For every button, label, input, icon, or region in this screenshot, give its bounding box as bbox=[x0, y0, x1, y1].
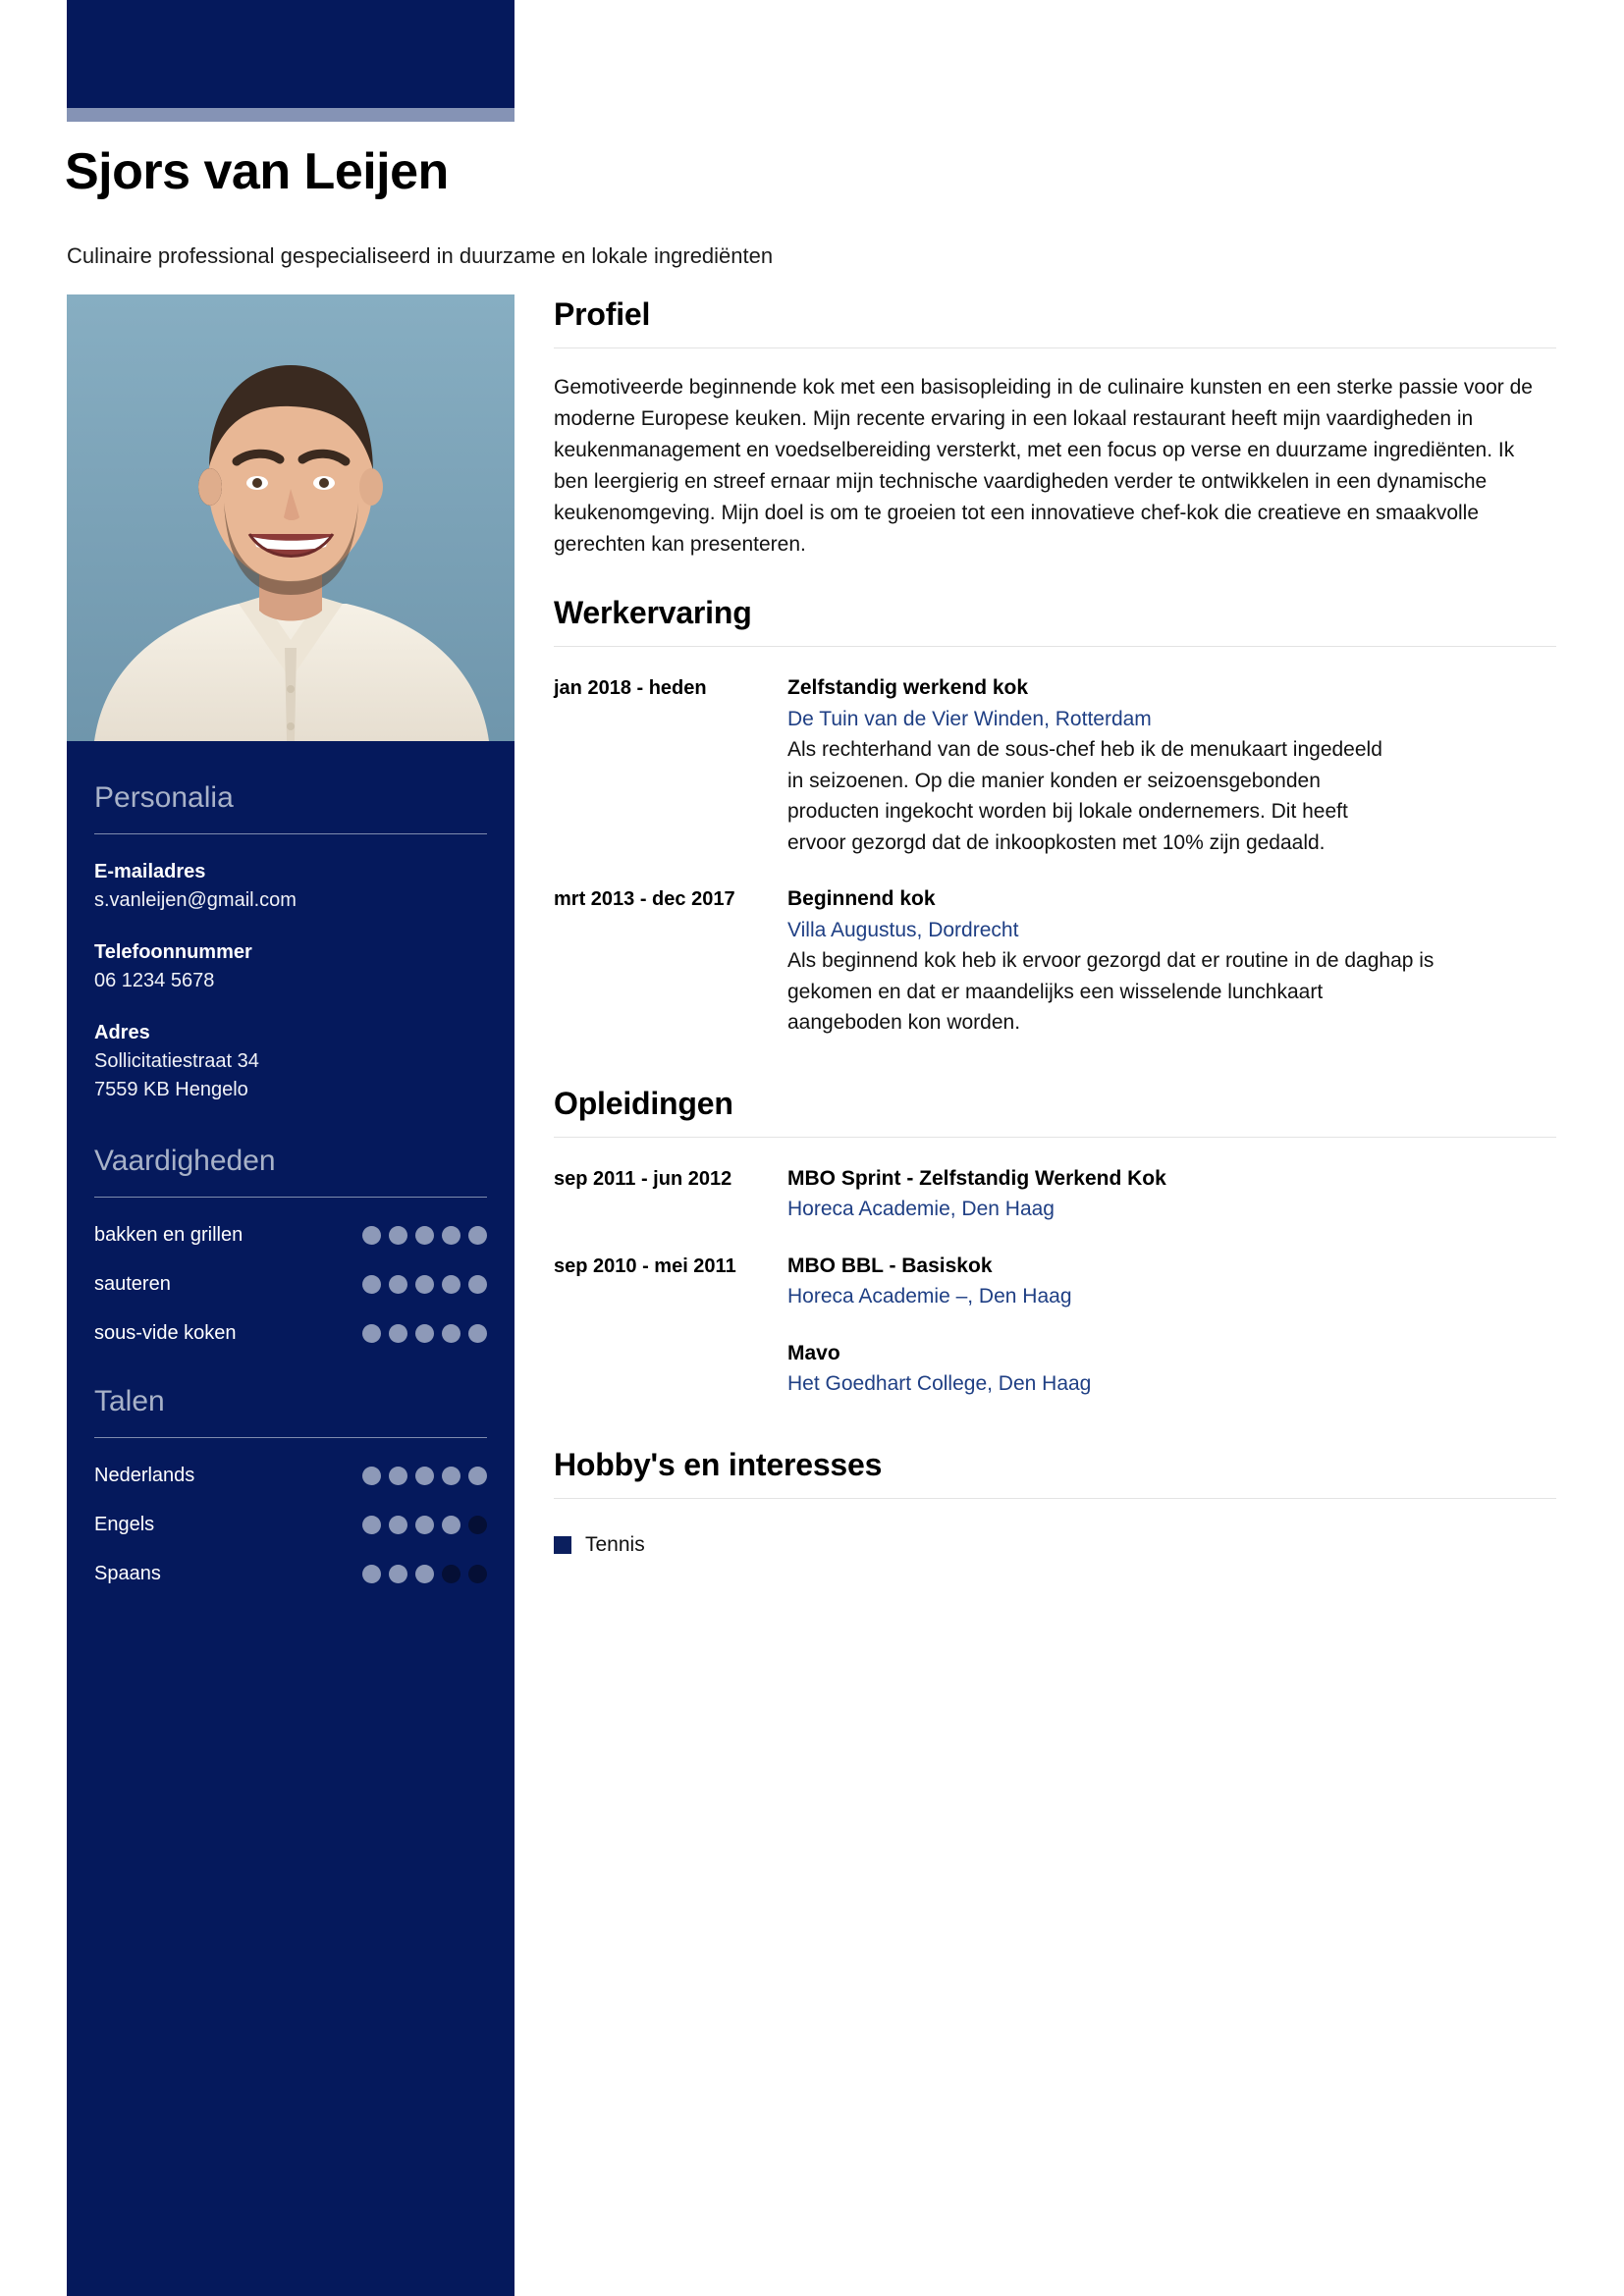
section-experience bbox=[554, 593, 1556, 1039]
experience-entry bbox=[554, 883, 1556, 1039]
entry-date: jan 2018 - heden bbox=[554, 677, 707, 700]
entry-organisation: De Tuin van de Vier Winden, Rotterdam bbox=[787, 707, 1152, 730]
skill-row bbox=[94, 1272, 487, 1296]
spacer bbox=[554, 1408, 1556, 1445]
section-heading: Hobby's en interesses bbox=[554, 1446, 883, 1482]
sidebar-divider bbox=[94, 1437, 487, 1438]
education-entry bbox=[554, 1251, 1556, 1312]
entry-title: Beginnend kok bbox=[787, 887, 936, 911]
skill-label: sauteren bbox=[94, 1272, 171, 1295]
square-bullet-icon bbox=[554, 1536, 571, 1554]
entry-description: Als beginnend kok heb ik ervoor gezorgd dat er routine in de daghap is gekomen en dat er maandelijks een wisselende lunchkaart aangeboden kon worden. bbox=[787, 949, 1435, 1035]
experience-entry bbox=[554, 672, 1556, 858]
contact-field-address bbox=[94, 1019, 487, 1104]
rating-dot-filled bbox=[362, 1226, 381, 1245]
rating-dot-filled bbox=[468, 1324, 487, 1343]
entry-description: Als rechterhand van de sous-chef heb ik de menukaart ingedeeld in seizoenen. Op die manier konden er seizoensgebonden producten ingekocht worden bij lokale ondernemers. Dit heeft ervoor gezorgd dat de inkoopkosten met 10% zijn gedaald. bbox=[787, 738, 1382, 854]
sidebar-section-personalia bbox=[94, 741, 487, 1104]
entry-organisation: Horeca Academie, Den Haag bbox=[787, 1198, 1055, 1221]
language-rating-dots bbox=[362, 1565, 487, 1583]
rating-dot-filled bbox=[415, 1275, 434, 1294]
entry-organisation: Horeca Academie –, Den Haag bbox=[787, 1285, 1072, 1308]
portrait-photo-illustration bbox=[67, 294, 514, 741]
language-label: Spaans bbox=[94, 1562, 161, 1584]
contact-value[interactable]: 06 1234 5678 bbox=[94, 970, 215, 991]
skill-row bbox=[94, 1321, 487, 1345]
skill-label: bakken en grillen bbox=[94, 1223, 244, 1246]
header-decor-accent bbox=[67, 108, 514, 122]
rating-dot-filled bbox=[362, 1275, 381, 1294]
header-tagline: Culinaire professional gespecialiseerd in duurzame en lokale ingrediënten bbox=[67, 243, 774, 268]
rating-dot-filled bbox=[468, 1467, 487, 1485]
rating-dot-empty bbox=[468, 1565, 487, 1583]
rating-dot-empty bbox=[468, 1516, 487, 1534]
rating-dot-filled bbox=[442, 1467, 460, 1485]
rating-dot-filled bbox=[389, 1226, 407, 1245]
rating-dot-filled bbox=[415, 1565, 434, 1583]
contact-value-city: 7559 KB Hengelo bbox=[94, 1079, 248, 1100]
language-row bbox=[94, 1464, 487, 1487]
entry-organisation: Het Goedhart College, Den Haag bbox=[787, 1372, 1092, 1396]
language-row bbox=[94, 1562, 487, 1585]
hobby-item bbox=[554, 1530, 1556, 1559]
entry-title: MBO Sprint - Zelfstandig Werkend Kok bbox=[787, 1166, 1166, 1190]
contact-label: Telefoonnummer bbox=[94, 941, 252, 963]
entry-title: MBO BBL - Basiskok bbox=[787, 1254, 993, 1277]
rating-dot-filled bbox=[442, 1275, 460, 1294]
section-profile bbox=[554, 294, 1556, 560]
rating-dot-filled bbox=[362, 1324, 381, 1343]
rating-dot-filled bbox=[442, 1516, 460, 1534]
contact-label: E-mailadres bbox=[94, 861, 206, 882]
page-title: Sjors van Leijen bbox=[65, 143, 449, 200]
main-content bbox=[554, 294, 1556, 1567]
rating-dot-filled bbox=[415, 1516, 434, 1534]
skill-rating-dots bbox=[362, 1226, 487, 1245]
sidebar-section-languages bbox=[94, 1345, 487, 1585]
section-divider bbox=[554, 347, 1556, 348]
language-label: Nederlands bbox=[94, 1464, 195, 1486]
language-rating-dots bbox=[362, 1467, 487, 1485]
sidebar-section-title: Talen bbox=[94, 1385, 165, 1417]
skill-label: sous-vide koken bbox=[94, 1321, 237, 1344]
profile-text: Gemotiveerde beginnende kok met een basisopleiding in de culinaire kunsten en een sterke passie voor de moderne Europese keuken. Mijn recente ervaring in een lokaal restaurant heeft mijn vaardigheden in keukenmanagement en voedselbereiding versterkt, met een focus op verse en duurzame ingrediënten. Ik ben leergierig en streef ernaar mijn technische vaardigheden verder te ontwikkelen in een dynamische keukenomgeving. Mijn doel is om te groeien tot een innovatieve chef-kok die creatieve en smaakvolle gerechten kan presenteren. bbox=[554, 376, 1533, 556]
rating-dot-filled bbox=[389, 1275, 407, 1294]
rating-dot-filled bbox=[442, 1226, 460, 1245]
section-heading: Profiel bbox=[554, 296, 651, 332]
rating-dot-filled bbox=[362, 1467, 381, 1485]
rating-dot-filled bbox=[442, 1324, 460, 1343]
sidebar-section-title: Vaardigheden bbox=[94, 1145, 276, 1177]
rating-dot-filled bbox=[468, 1275, 487, 1294]
language-row bbox=[94, 1513, 487, 1536]
sidebar-divider bbox=[94, 1197, 487, 1198]
rating-dot-filled bbox=[389, 1516, 407, 1534]
section-divider bbox=[554, 1137, 1556, 1138]
section-divider bbox=[554, 1498, 1556, 1499]
rating-dot-filled bbox=[389, 1467, 407, 1485]
contact-value-street: Sollicitatiestraat 34 bbox=[94, 1050, 259, 1072]
section-heading: Werkervaring bbox=[554, 595, 752, 631]
language-label: Engels bbox=[94, 1513, 155, 1535]
spacer bbox=[554, 1046, 1556, 1084]
section-hobbies bbox=[554, 1445, 1556, 1559]
contact-field-phone bbox=[94, 938, 487, 995]
education-entry bbox=[554, 1338, 1556, 1400]
education-entry bbox=[554, 1163, 1556, 1225]
entry-date: mrt 2013 - dec 2017 bbox=[554, 888, 735, 911]
entry-title: Zelfstandig werkend kok bbox=[787, 676, 1029, 700]
language-rating-dots bbox=[362, 1516, 487, 1534]
sidebar-section-skills bbox=[94, 1104, 487, 1345]
entry-organisation: Villa Augustus, Dordrecht bbox=[787, 918, 1019, 941]
sidebar-divider bbox=[94, 833, 487, 834]
skill-rating-dots bbox=[362, 1275, 487, 1294]
section-education bbox=[554, 1084, 1556, 1400]
section-divider bbox=[554, 646, 1556, 647]
rating-dot-filled bbox=[389, 1324, 407, 1343]
entry-title: Mavo bbox=[787, 1341, 840, 1364]
entry-date bbox=[554, 1338, 787, 1400]
rating-dot-filled bbox=[362, 1565, 381, 1583]
section-heading: Opleidingen bbox=[554, 1085, 733, 1121]
contact-value[interactable]: s.vanleijen@gmail.com bbox=[94, 889, 297, 911]
skill-rating-dots bbox=[362, 1324, 487, 1343]
rating-dot-filled bbox=[362, 1516, 381, 1534]
rating-dot-filled bbox=[415, 1467, 434, 1485]
entry-date: sep 2010 - mei 2011 bbox=[554, 1255, 736, 1277]
sidebar bbox=[67, 741, 514, 2296]
contact-field-email bbox=[94, 858, 487, 915]
entry-date: sep 2011 - jun 2012 bbox=[554, 1167, 732, 1190]
header-decor-bar bbox=[67, 0, 514, 108]
rating-dot-filled bbox=[468, 1226, 487, 1245]
entry-body bbox=[787, 1338, 1556, 1400]
sidebar-section-title: Personalia bbox=[94, 781, 234, 814]
entry-body bbox=[787, 1251, 1556, 1312]
skill-row bbox=[94, 1223, 487, 1247]
entry-body bbox=[787, 672, 1556, 858]
rating-dot-filled bbox=[415, 1226, 434, 1245]
rating-dot-filled bbox=[389, 1565, 407, 1583]
contact-label: Adres bbox=[94, 1022, 150, 1043]
rating-dot-filled bbox=[415, 1324, 434, 1343]
avatar bbox=[67, 294, 514, 741]
hobby-label: Tennis bbox=[585, 1532, 645, 1556]
entry-body bbox=[787, 1163, 1556, 1225]
rating-dot-empty bbox=[442, 1565, 460, 1583]
entry-body bbox=[787, 883, 1556, 1039]
